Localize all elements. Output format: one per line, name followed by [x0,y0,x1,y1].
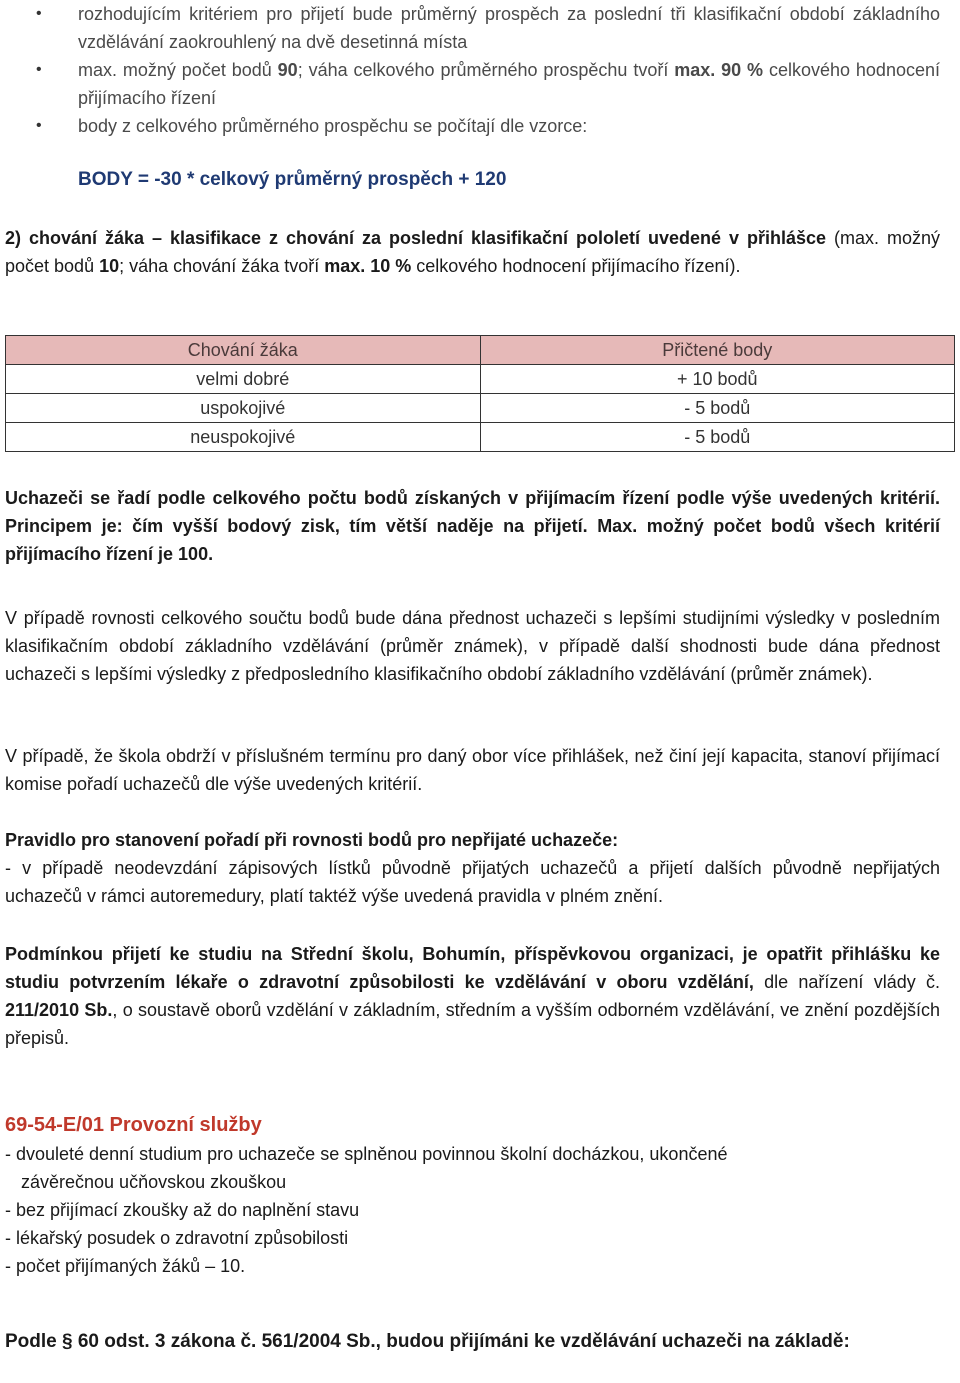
behaviour-points-table [5,335,955,452]
bullet-text: body z celkového průměrného prospěchu se počítají dle vzorce: [78,116,588,136]
tie-rule-section [5,826,940,910]
program-item: - bez přijímací zkoušky až do naplnění stavu [5,1200,360,1220]
table-header-cell: Přičtené body [480,336,955,365]
table-cell: velmi dobré [6,365,481,394]
program-item: - počet přijímaných žáků – 10. [5,1256,246,1276]
tie-rule-heading: Pravidlo pro stanovení pořadí při rovnosti bodů pro nepřijaté uchazeče: [5,830,619,850]
condition-text: dle nařízení vlády č. [753,972,940,992]
regulation-number: 211/2010 Sb. [5,1000,113,1020]
program-item: závěrečnou učňovskou zkouškou [21,1172,287,1192]
criterion-text: celkového hodnocení přijímacího řízení). [411,256,741,276]
bullet-text: max. možný počet bodů [78,60,278,80]
table-row [6,423,955,452]
ranking-text: Max. možný počet bodů všech kritérií přijímacího řízení je 100. [5,516,940,564]
weight-value: max. 90 % [674,60,764,80]
criterion-text: (max. možný počet bodů [5,228,940,276]
program-title: 69-54-E/01 Provozní služby [5,1114,262,1136]
table-cell: - 5 bodů [480,423,955,452]
max-points-value: 10 [99,256,120,276]
max-points-value: 90 [277,60,298,80]
capacity-paragraph: V případě, že škola obdrží v příslušném termínu pro daný obor více přihlášek, než činí její kapacita, stanoví přijímací komise pořadí uchazečů dle výše uvedených kritérií. [5,746,940,794]
admission-condition [5,940,940,1052]
tie-rule-text: - v případě neodevzdání zápisových lístků původně přijatých uchazečů a přijetí dalších původně nepřijatých uchazečů v rámci autoremedury, platí taktéž výše uvedená pravidla v plném znění. [5,858,940,906]
condition-bold-text: Podmínkou přijetí ke studiu na Střední školu, Bohumín, příspěvkovou organizaci, je opatřit přihlášku ke studiu potvrzením lékaře o zdravotní způsobilosti ke vzdělávání v oboru vzdělání, [5,944,940,992]
bullet-item [0,56,940,112]
bullet-text: celkového hodnocení přijímacího řízení [78,60,940,108]
ranking-text: Principem je: čím vyšší bodový zisk, tím větší naděje na přijetí. [5,516,588,536]
table-header-cell: Chování žáka [6,336,481,365]
bullet-text: rozhodujícím kritériem pro přijetí bude průměrný prospěch za poslední tři klasifikační období základního vzdělávání zaokrouhlený na dvě desetinná místa [78,4,940,52]
law-reference: Podle § 60 odst. 3 zákona č. 561/2004 Sb., budou přijímáni ke vzdělávání uchazeči na základě: [5,1331,850,1352]
table-cell: - 5 bodů [480,394,955,423]
criterion-text: ; váha chování žáka tvoří [119,256,325,276]
ranking-paragraph [5,484,940,568]
weight-value: max. 10 % [324,256,412,276]
table-row [6,394,955,423]
table-cell: + 10 bodů [480,365,955,394]
program-item: - dvouleté denní studium pro uchazeče se splněnou povinnou školní docházkou, ukončené [5,1144,728,1164]
condition-text: , o soustavě oborů vzdělání v základním, středním a vyšším odborném vzdělávání, ve znění pozdějších přepisů. [5,1000,940,1048]
table-header-row [6,336,955,365]
tie-break-paragraph: V případě rovnosti celkového součtu bodů bude dána přednost uchazeči s lepšími studijními výsledky v posledním klasifikačním období základního vzdělávání (průměr známek), v případě další shodnosti bude dána přednost uchazeči s lepšími výsledky z předposledního klasifikačního období základního vzdělávání (průměr známek). [5,608,940,684]
table-cell: uspokojivé [6,394,481,423]
criteria-bullet-list [0,0,960,140]
bullet-item [0,112,940,140]
ranking-text: Uchazeči se řadí podle celkového počtu bodů získaných v přijímacím řízení podle výše uvedených kritérií. [5,488,940,508]
bullet-item [0,0,940,56]
points-formula: BODY = -30 * celkový průměrný prospěch + 120 [78,169,507,190]
program-section [5,1110,940,1280]
criterion-heading: 2) chování žáka – klasifikace z chování za poslední klasifikační pololetí uvedené v přihlášce [5,228,827,248]
behaviour-criterion [5,224,940,280]
table-cell: neuspokojivé [6,423,481,452]
program-item: - lékařský posudek o zdravotní způsobilosti [5,1228,349,1248]
bullet-text: ; váha celkového průměrného prospěchu tvoří [297,60,675,80]
table-row [6,365,955,394]
